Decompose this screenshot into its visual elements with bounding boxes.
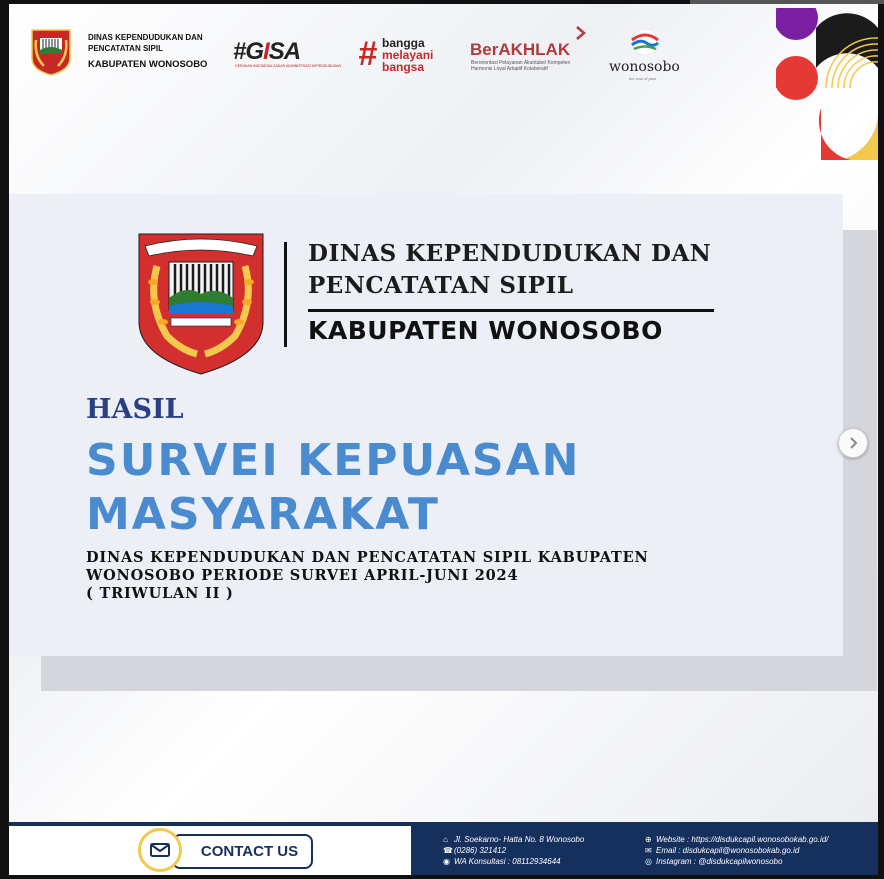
card-org-name <box>308 238 711 302</box>
card-regency-name: KABUPATEN WONOSOBO <box>308 316 663 345</box>
whatsapp-icon: ◉ <box>443 857 450 866</box>
wonosobo-tagline: the soul of java <box>629 76 656 81</box>
card-title-line: PENCATATAN SIPIL <box>308 272 574 299</box>
bangga-line: bangga <box>382 36 425 50</box>
footer-accent-bar <box>9 822 411 826</box>
berakhlak-tagline: Berorientasi Pelayanan Akuntabel Kompeten Harmonis Loyal Adaptif Kolaboratif <box>471 60 571 72</box>
footer <box>9 822 878 875</box>
org-line: DINAS KEPENDUDUKAN DAN <box>88 33 203 42</box>
footer-contact-right <box>645 834 828 867</box>
wonosobo-crest-icon <box>30 28 72 76</box>
footer-phone: (0286) 321412 <box>454 846 507 855</box>
survey-title <box>86 434 581 542</box>
berakhlak-logo: BerAKHLAK <box>470 40 571 59</box>
post-image <box>9 4 878 875</box>
gisa-part: I <box>263 38 269 65</box>
hasil-heading: HASIL <box>86 394 184 425</box>
globe-icon: ⊕ <box>645 835 652 844</box>
wonosobo-crest-large-icon <box>137 232 265 376</box>
gisa-logo <box>233 38 300 66</box>
desc-line: ( TRIWULAN II ) <box>86 585 234 602</box>
survey-title-line: SURVEI KEPUASAN <box>86 435 581 486</box>
footer-email[interactable]: Email : disdukcapil@wonosobokab.go.id <box>656 846 800 855</box>
footer-address: Jl. Soekarno- Hatta No. 8 Wonosobo <box>454 835 585 844</box>
next-slide-button[interactable] <box>838 428 868 458</box>
wonosobo-wordmark: wonosobo <box>609 59 680 75</box>
footer-instagram[interactable]: Instagram : @disdukcapilwonosobo <box>656 857 783 866</box>
gisa-part: #G <box>233 38 264 65</box>
org-line: KABUPATEN WONOSOBO <box>88 59 208 70</box>
location-icon: ⌂ <box>443 835 448 844</box>
gisa-tagline: GERAKAN INDONESIA SADAR ADMINISTRASI KEPENDUDUKAN <box>235 64 341 68</box>
org-line: PENCATATAN SIPIL <box>88 44 163 53</box>
bangga-hash: # <box>358 35 377 73</box>
email-icon: ✉ <box>645 846 652 855</box>
footer-contact-left <box>443 834 584 867</box>
header-org-name <box>88 32 207 70</box>
contact-us-label: CONTACT US <box>200 843 299 860</box>
desc-line: WONOSOBO PERIODE SURVEI APRIL-JUNI 2024 <box>86 567 519 584</box>
bangga-line: bangsa <box>382 60 425 74</box>
card-title-line: DINAS KEPENDUDUKAN DAN <box>308 240 712 267</box>
title-card <box>9 194 843 656</box>
instagram-icon: ◎ <box>645 857 652 866</box>
footer-website[interactable]: Website : https://disdukcapil.wonosobokab.go.id/ <box>656 835 829 844</box>
survey-title-line: MASYARAKAT <box>86 489 440 540</box>
title-divider-vertical <box>284 242 287 347</box>
gisa-part: SA <box>268 38 301 65</box>
contact-us-button[interactable] <box>172 834 313 869</box>
berakhlak-chevron-icon <box>574 26 586 40</box>
survey-description <box>86 549 649 603</box>
mail-button[interactable] <box>138 828 182 872</box>
title-divider-horizontal <box>308 309 714 312</box>
bangga-line: melayani <box>382 48 434 62</box>
header-logos <box>9 4 878 99</box>
desc-line: DINAS KEPENDUDUKAN DAN PENCATATAN SIPIL KABUPATEN <box>86 549 649 566</box>
wonosobo-brand-icon <box>628 28 662 56</box>
decorative-shapes-icon <box>776 8 878 160</box>
chevron-right-icon <box>848 437 858 449</box>
footer-whatsapp: WA Konsultasi : 08112934644 <box>454 857 561 866</box>
phone-icon: ☎ <box>443 846 453 855</box>
mail-icon <box>150 843 170 857</box>
